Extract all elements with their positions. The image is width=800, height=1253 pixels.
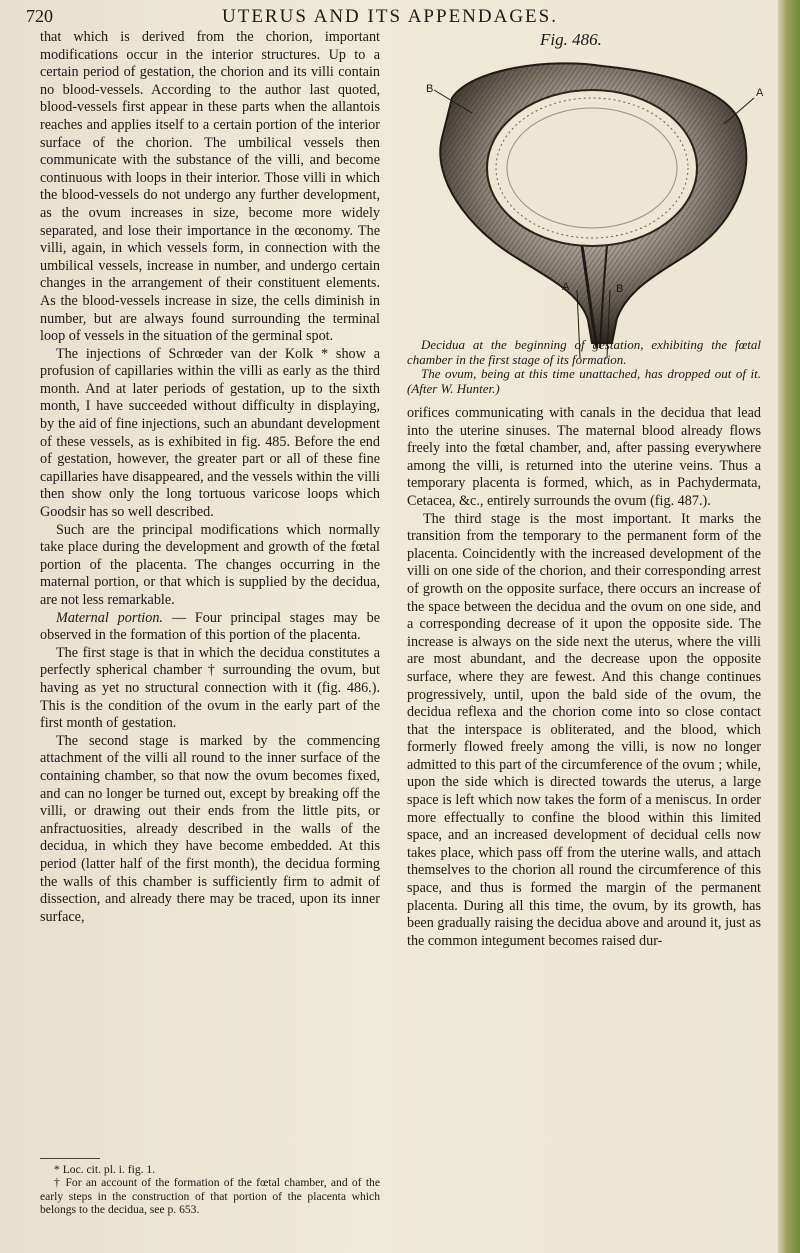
paragraph: The second stage is marked by the commencing attachment of the villi all round to the inner surface of the containing chamber, so that now the ovum becomes fixed, and can no longer be turned out, except by breaking off the villi, or drawing out their ends from the little pits, or anfractuosities, already described in the walls of the decidua, in which they have become embedded. At this period (latter half of the first month), the decidua forming the walls of this chamber is sufficiently firm to admit of dissection, and already there may be traced, upon its inner surface, [40, 732, 380, 925]
paragraph-text: — Four principal stages may be observed in the formation of this portion of the placenta. [40, 609, 380, 644]
figure-caption [407, 338, 761, 396]
caption-line: The ovum, being at this time unattached, has dropped out of it. (After W. Hunter.) [407, 366, 761, 396]
figure-decidua-illustration [412, 58, 772, 358]
page-number: 720 [26, 6, 53, 26]
paragraph: Such are the principal modifications which normally take place during the development and growth of the fœtal portion of the placenta. The changes occurring in the maternal portion, or that which is supplied by the decidua, are not less remarkable. [40, 521, 380, 608]
paragraph: The first stage is that in which the decidua constitutes a perfectly spherical chamber † surrounding the ovum, but having as yet no structural connection with it (fig. 486.). This is the condition of the ovum in the early part of the first month of gestation. [40, 644, 380, 732]
running-title: UTERUS AND ITS APPENDAGES. [222, 6, 558, 27]
paragraph [40, 610, 380, 645]
caption-line: Decidua at the beginning of gestation, exhibiting the fœtal chamber in the first stage of its formation. [407, 337, 761, 367]
footnote: * Loc. cit. pl. i. fig. 1. [54, 1163, 156, 1176]
decidua-engraving [412, 58, 772, 358]
section-heading: Maternal portion. [56, 609, 163, 626]
figure-letter-a-top: A [756, 87, 764, 99]
figure-letter-b-top: B [426, 83, 434, 95]
figure-letter-a-bottom: A [562, 281, 570, 293]
left-column [40, 29, 380, 926]
right-column [407, 405, 761, 950]
footnote-rule [40, 1158, 100, 1159]
foetal-chamber [487, 90, 697, 246]
paragraph: that which is derived from the chorion, important modifications occur in the interior structures. Up to a certain period of gestation, the chorion and its villi contain no blood-vessels. According to the author last quoted, blood-vessels first appear in these parts when the allantois reaches and applies itself to a certain portion of the interior surface of the chorion. The umbilical vessels then communicate with the substance of the villi, and become continuous with loops in their interior. Those villi in which the blood-vessels do not undergo any further development, as the ovum increases in size, become more widely separated, and lose their importance in the œconomy. The villi, again, in which vessels form, in connection with the umbilical vessels, increase in number, and undergo certain changes in the arrangement of their constituent elements. As the blood-vessels increase in size, the cells diminish in number, but are always found surrounding the terminal loop of vessels in the situation of the germinal spot. [40, 29, 380, 345]
paragraph: The injections of Schrœder van der Kolk * show a profusion of capillaries within the villi as early as the third month. And at later periods of gestation, up to the sixth month, I have succeeded without difficulty in displaying, by the aid of fine injections, such an abundant development of these vessels, as is exhibited in fig. 485. Before the end of gestation, however, the greater part or all of these fine capillaries have disappeared, and the vessels within the villi then show only the long tortuous varicose loops which Goodsir has so well described. [40, 345, 380, 521]
footnotes [40, 1163, 380, 1217]
figure-letter-b-bottom: B [616, 283, 624, 295]
footnote: † For an account of the formation of the fœtal chamber, and of the early steps in the construction of that portion of the placenta which belongs to the decidua, see p. 653. [40, 1176, 380, 1217]
paragraph: orifices communicating with canals in the decidua that lead into the uterine sinuses. The maternal blood already flows freely into the fœtal chamber, and, after passing everywhere among the villi, is returned into the uterine veins. Thus a temporary placenta is formed, which, as in Pachydermata, Cetacea, &c., entirely surrounds the ovum (fig. 487.). [407, 405, 761, 509]
paragraph: The third stage is the most important. It marks the transition from the temporary to the permanent form of the placenta. Coincidently with the increased development of the villi on one side of the chorion, and their corresponding arrest of growth on the opposite surface, there occurs an increase of the space between the decidua and the ovum on one side, and a corresponding decrease of it upon the opposite side. The increase is always on the side next the uterus, where the villi are most abundant, and the decrease upon the opposite surface, where they are fewest. And this change continues progressively, until, upon the bald side of the ovum, the decidua reflexa and the chorion come into so close contact that the interspace is obliterated, and the blood, which formerly flowed freely among the villi, is now no longer admitted to this part of the circumference of the ovum ; while, upon the side which is directed towards the uterus, a large space is left which now takes the form of a meniscus. In order more effectually to confine the blood within this limited space, and an increased development of decidual cells now takes place, which pass off from the uterine walls, and attach themselves to the chorion all round the circumference of this space, and thus is formed the margin of the permanent placenta. During all this time, the ovum, by its growth, has been gradually raising the decidua above and around it, just as the common integument becomes raised dur- [407, 510, 761, 949]
page-edge-strip [778, 0, 800, 1253]
figure-label: Fig. 486. [540, 30, 602, 49]
